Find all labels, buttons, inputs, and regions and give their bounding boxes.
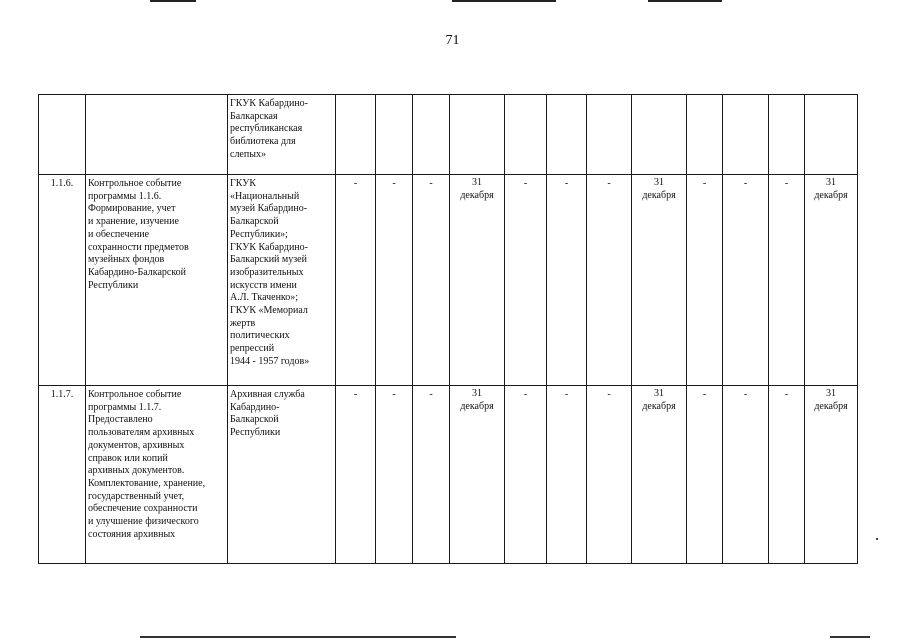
page-number: 71	[445, 33, 460, 48]
event-name	[86, 95, 228, 175]
period-cell	[723, 95, 769, 175]
period-cell	[632, 95, 687, 175]
table-row	[39, 386, 858, 564]
table-row	[39, 95, 858, 175]
period-cell: -	[505, 386, 547, 564]
period-cell	[336, 95, 376, 175]
deadline-cell: 31 декабря	[450, 175, 505, 386]
scan-artifact	[648, 0, 722, 2]
period-cell	[687, 95, 723, 175]
scan-artifact	[140, 636, 456, 638]
period-cell: -	[687, 386, 723, 564]
period-cell: -	[769, 175, 805, 386]
event-name: Контрольное событие программы 1.1.7. Предоставлено пользователям архивных документов, архивных справок или копий архивных документов. Комплектование, хранение, государственный учет, обеспечение сохранности и улучшение физического состояния архивных	[86, 386, 228, 564]
table-row	[39, 175, 858, 386]
scan-artifact	[150, 0, 196, 2]
event-name: Контрольное событие программы 1.1.6. Формирование, учет и хранение, изучение и обеспечение сохранности предметов музейных фондов Кабардино-Балкарской Республики	[86, 175, 228, 386]
deadline-cell: 31 декабря	[805, 175, 858, 386]
period-cell	[450, 95, 505, 175]
period-cell: -	[587, 175, 632, 386]
executor: ГКУК «Национальный музей Кабардино- Балкарской Республики»; ГКУК Кабардино- Балкарский музей изобразительных искусств имени А.Л. Ткаченко»; ГКУК «Мемориал жертв политических репрессий 1944 - 1957 годов»	[228, 175, 336, 386]
executor: Архивная служба Кабардино- Балкарской Республики	[228, 386, 336, 564]
scan-artifact	[876, 538, 878, 540]
period-cell: -	[413, 175, 450, 386]
period-cell: -	[336, 175, 376, 386]
period-cell: -	[587, 386, 632, 564]
period-cell: -	[505, 175, 547, 386]
period-cell: -	[376, 175, 413, 386]
period-cell: -	[687, 175, 723, 386]
executor: ГКУК Кабардино- Балкарская республиканская библиотека для слепых»	[228, 95, 336, 175]
period-cell: -	[723, 386, 769, 564]
period-cell: -	[336, 386, 376, 564]
deadline-cell: 31 декабря	[450, 386, 505, 564]
deadline-cell: 31 декабря	[805, 386, 858, 564]
period-cell: -	[547, 386, 587, 564]
row-number	[39, 95, 86, 175]
scan-artifact	[830, 636, 870, 638]
period-cell	[805, 95, 858, 175]
period-cell: -	[413, 386, 450, 564]
period-cell	[587, 95, 632, 175]
period-cell: -	[547, 175, 587, 386]
scan-artifact	[452, 0, 556, 2]
period-cell	[413, 95, 450, 175]
program-events-table	[38, 94, 858, 564]
deadline-cell: 31 декабря	[632, 386, 687, 564]
period-cell: -	[769, 386, 805, 564]
row-number: 1.1.6.	[39, 175, 86, 386]
row-number: 1.1.7.	[39, 386, 86, 564]
period-cell: -	[723, 175, 769, 386]
period-cell	[505, 95, 547, 175]
period-cell	[376, 95, 413, 175]
deadline-cell: 31 декабря	[632, 175, 687, 386]
period-cell: -	[376, 386, 413, 564]
period-cell	[769, 95, 805, 175]
period-cell	[547, 95, 587, 175]
